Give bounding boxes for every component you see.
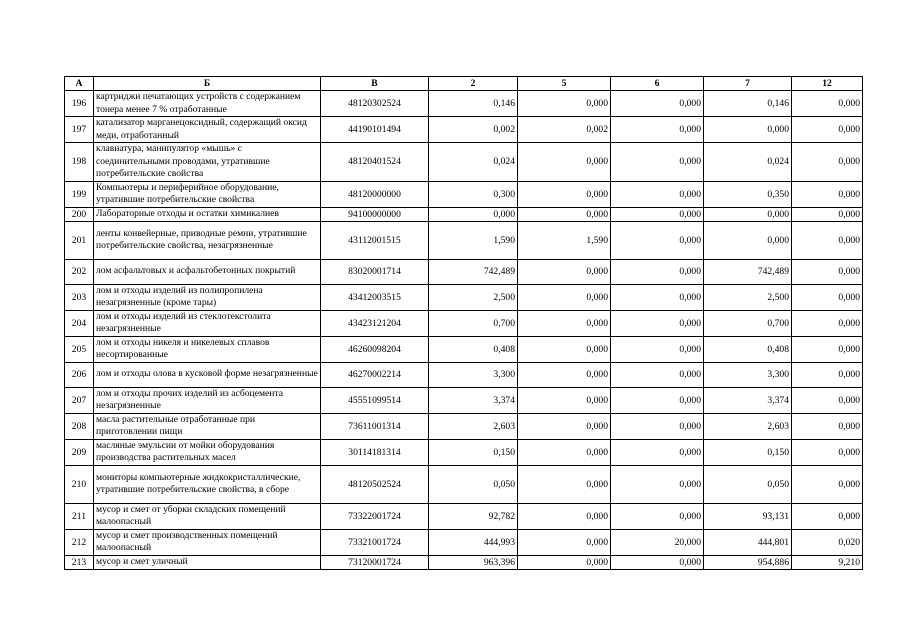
waste-name-cell: масла растительные отработанные при приготовлении пищи: [94, 413, 321, 439]
col-2-cell: 963,396: [429, 555, 518, 569]
col-12-cell: 0,000: [792, 117, 863, 143]
col-7-cell: 3,300: [704, 362, 792, 387]
col-6-cell: 0,000: [611, 259, 704, 284]
col-5-cell: 0,000: [518, 413, 611, 439]
col-7-cell: 0,050: [704, 465, 792, 503]
col-2-cell: 2,603: [429, 413, 518, 439]
waste-code-cell: 83020001714: [321, 259, 429, 284]
col-6-cell: 0,000: [611, 413, 704, 439]
header-cell-7: 7: [704, 77, 792, 91]
row-number-cell: 202: [65, 259, 94, 284]
col-6-cell: 0,000: [611, 91, 704, 117]
waste-name-cell: мониторы компьютерные жидкокристаллические, утратившие потребительские свойства, в сборе: [94, 465, 321, 503]
row-number-cell: 201: [65, 221, 94, 259]
waste-code-cell: 48120000000: [321, 181, 429, 207]
waste-code-cell: 30114181314: [321, 439, 429, 465]
col-2-cell: 92,782: [429, 503, 518, 529]
table-row: [65, 555, 863, 569]
col-6-cell: 0,000: [611, 284, 704, 310]
col-2-cell: 0,002: [429, 117, 518, 143]
table-body: [65, 91, 863, 570]
col-5-cell: 0,000: [518, 143, 611, 182]
row-number-cell: 211: [65, 503, 94, 529]
waste-name-cell: лом асфальтовых и асфальтобетонных покрытий: [94, 259, 321, 284]
row-number-cell: 197: [65, 117, 94, 143]
col-7-cell: 0,000: [704, 117, 792, 143]
waste-code-cell: 48120502524: [321, 465, 429, 503]
col-12-cell: 9,210: [792, 555, 863, 569]
waste-name-cell: катализатор марганецоксидный, содержащий оксид меди, отработанный: [94, 117, 321, 143]
table-row: [65, 91, 863, 117]
col-2-cell: 3,300: [429, 362, 518, 387]
col-7-cell: 0,700: [704, 310, 792, 336]
col-7-cell: 0,350: [704, 181, 792, 207]
col-5-cell: 0,000: [518, 91, 611, 117]
row-number-cell: 207: [65, 387, 94, 413]
table-row: [65, 284, 863, 310]
col-5-cell: 0,000: [518, 310, 611, 336]
col-5-cell: 0,000: [518, 529, 611, 555]
table-row: [65, 465, 863, 503]
waste-name-cell: лом и отходы изделий из стеклотекстолита незагрязненные: [94, 310, 321, 336]
col-7-cell: 93,131: [704, 503, 792, 529]
waste-name-cell: Лабораторные отходы и остатки химикалиев: [94, 207, 321, 221]
waste-name-cell: мусор и смет от уборки складских помещений малоопасный: [94, 503, 321, 529]
table-row: [65, 362, 863, 387]
waste-code-cell: 48120302524: [321, 91, 429, 117]
waste-code-cell: 43112001515: [321, 221, 429, 259]
waste-code-cell: 43423121204: [321, 310, 429, 336]
col-2-cell: 742,489: [429, 259, 518, 284]
waste-code-cell: 48120401524: [321, 143, 429, 182]
row-number-cell: 212: [65, 529, 94, 555]
col-5-cell: 1,590: [518, 221, 611, 259]
waste-name-cell: лом и отходы изделий из полипропилена незагрязненные (кроме тары): [94, 284, 321, 310]
col-7-cell: 444,801: [704, 529, 792, 555]
waste-name-cell: клавиатура, манипулятор «мышь» с соединительными проводами, утратившие потребительские свойства: [94, 143, 321, 182]
col-12-cell: 0,000: [792, 259, 863, 284]
waste-code-cell: 44190101494: [321, 117, 429, 143]
col-5-cell: 0,000: [518, 439, 611, 465]
table-row: [65, 413, 863, 439]
col-6-cell: 0,000: [611, 207, 704, 221]
col-12-cell: 0,000: [792, 465, 863, 503]
col-5-cell: 0,000: [518, 259, 611, 284]
col-6-cell: 0,000: [611, 387, 704, 413]
col-2-cell: 0,700: [429, 310, 518, 336]
col-12-cell: 0,000: [792, 413, 863, 439]
row-number-cell: 200: [65, 207, 94, 221]
waste-code-cell: 73321001724: [321, 529, 429, 555]
row-number-cell: 196: [65, 91, 94, 117]
col-7-cell: 0,000: [704, 221, 792, 259]
col-6-cell: 0,000: [611, 143, 704, 182]
col-7-cell: 0,150: [704, 439, 792, 465]
col-2-cell: 0,000: [429, 207, 518, 221]
col-2-cell: 3,374: [429, 387, 518, 413]
col-7-cell: 2,500: [704, 284, 792, 310]
table-row: [65, 336, 863, 362]
header-cell-6: 6: [611, 77, 704, 91]
waste-name-cell: лом и отходы никеля и никелевых сплавов несортированные: [94, 336, 321, 362]
waste-code-cell: 73322001724: [321, 503, 429, 529]
col-7-cell: 0,024: [704, 143, 792, 182]
table-row: [65, 117, 863, 143]
waste-name-cell: масляные эмульсии от мойки оборудования производства растительных масел: [94, 439, 321, 465]
waste-code-cell: 46270002214: [321, 362, 429, 387]
waste-code-cell: 46260098204: [321, 336, 429, 362]
row-number-cell: 208: [65, 413, 94, 439]
col-12-cell: 0,020: [792, 529, 863, 555]
waste-name-cell: мусор и смет производственных помещений малоопасный: [94, 529, 321, 555]
col-12-cell: 0,000: [792, 207, 863, 221]
col-2-cell: 0,146: [429, 91, 518, 117]
col-6-cell: 0,000: [611, 465, 704, 503]
row-number-cell: 199: [65, 181, 94, 207]
col-2-cell: 2,500: [429, 284, 518, 310]
table-row: [65, 439, 863, 465]
col-7-cell: 0,000: [704, 207, 792, 221]
col-6-cell: 0,000: [611, 439, 704, 465]
waste-name-cell: мусор и смет уличный: [94, 555, 321, 569]
table-row: [65, 529, 863, 555]
col-7-cell: 0,146: [704, 91, 792, 117]
col-6-cell: 20,000: [611, 529, 704, 555]
col-5-cell: 0,000: [518, 503, 611, 529]
col-5-cell: 0,000: [518, 284, 611, 310]
table-row: [65, 143, 863, 182]
col-5-cell: 0,000: [518, 207, 611, 221]
row-number-cell: 203: [65, 284, 94, 310]
col-6-cell: 0,000: [611, 555, 704, 569]
col-6-cell: 0,000: [611, 117, 704, 143]
table-row: [65, 221, 863, 259]
col-7-cell: 2,603: [704, 413, 792, 439]
col-12-cell: 0,000: [792, 503, 863, 529]
col-6-cell: 0,000: [611, 221, 704, 259]
header-cell-2: 2: [429, 77, 518, 91]
col-7-cell: 742,489: [704, 259, 792, 284]
row-number-cell: 206: [65, 362, 94, 387]
col-12-cell: 0,000: [792, 439, 863, 465]
col-5-cell: 0,002: [518, 117, 611, 143]
row-number-cell: 205: [65, 336, 94, 362]
waste-name-cell: лом и отходы олова в кусковой форме незагрязненные: [94, 362, 321, 387]
col-12-cell: 0,000: [792, 310, 863, 336]
header-cell-12: 12: [792, 77, 863, 91]
table-row: [65, 207, 863, 221]
col-2-cell: 444,993: [429, 529, 518, 555]
col-12-cell: 0,000: [792, 91, 863, 117]
col-12-cell: 0,000: [792, 143, 863, 182]
row-number-cell: 204: [65, 310, 94, 336]
table-row: [65, 310, 863, 336]
waste-name-cell: Компьютеры и периферийное оборудование, утратившие потребительские свойства: [94, 181, 321, 207]
table-row: [65, 181, 863, 207]
col-5-cell: 0,000: [518, 336, 611, 362]
col-6-cell: 0,000: [611, 362, 704, 387]
waste-name-cell: лом и отходы прочих изделий из асбоцемента незагрязненные: [94, 387, 321, 413]
row-number-cell: 198: [65, 143, 94, 182]
col-2-cell: 0,300: [429, 181, 518, 207]
col-12-cell: 0,000: [792, 336, 863, 362]
col-5-cell: 0,000: [518, 181, 611, 207]
waste-code-cell: 73120001724: [321, 555, 429, 569]
col-6-cell: 0,000: [611, 503, 704, 529]
row-number-cell: 213: [65, 555, 94, 569]
waste-code-cell: 73611001314: [321, 413, 429, 439]
col-2-cell: 0,024: [429, 143, 518, 182]
header-cell-a: А: [65, 77, 94, 91]
waste-code-cell: 94100000000: [321, 207, 429, 221]
col-7-cell: 0,408: [704, 336, 792, 362]
col-2-cell: 0,050: [429, 465, 518, 503]
col-2-cell: 1,590: [429, 221, 518, 259]
col-12-cell: 0,000: [792, 362, 863, 387]
col-5-cell: 0,000: [518, 362, 611, 387]
col-12-cell: 0,000: [792, 221, 863, 259]
waste-code-cell: 43412003515: [321, 284, 429, 310]
table-row: [65, 259, 863, 284]
header-row: [65, 77, 863, 91]
table-row: [65, 387, 863, 413]
col-12-cell: 0,000: [792, 181, 863, 207]
col-6-cell: 0,000: [611, 181, 704, 207]
waste-table: [64, 76, 863, 570]
col-2-cell: 0,408: [429, 336, 518, 362]
col-6-cell: 0,000: [611, 336, 704, 362]
col-5-cell: 0,000: [518, 555, 611, 569]
col-6-cell: 0,000: [611, 310, 704, 336]
table-row: [65, 503, 863, 529]
col-5-cell: 0,000: [518, 465, 611, 503]
waste-name-cell: ленты конвейерные, приводные ремни, утратившие потребительские свойства, незагрязненные: [94, 221, 321, 259]
header-cell-v: В: [321, 77, 429, 91]
header-cell-5: 5: [518, 77, 611, 91]
waste-name-cell: картриджи печатающих устройств с содержанием тонера менее 7 % отработанные: [94, 91, 321, 117]
header-cell-b: Б: [94, 77, 321, 91]
waste-code-cell: 45551099514: [321, 387, 429, 413]
col-12-cell: 0,000: [792, 284, 863, 310]
col-12-cell: 0,000: [792, 387, 863, 413]
row-number-cell: 209: [65, 439, 94, 465]
row-number-cell: 210: [65, 465, 94, 503]
col-7-cell: 954,886: [704, 555, 792, 569]
col-5-cell: 0,000: [518, 387, 611, 413]
col-2-cell: 0,150: [429, 439, 518, 465]
col-7-cell: 3,374: [704, 387, 792, 413]
